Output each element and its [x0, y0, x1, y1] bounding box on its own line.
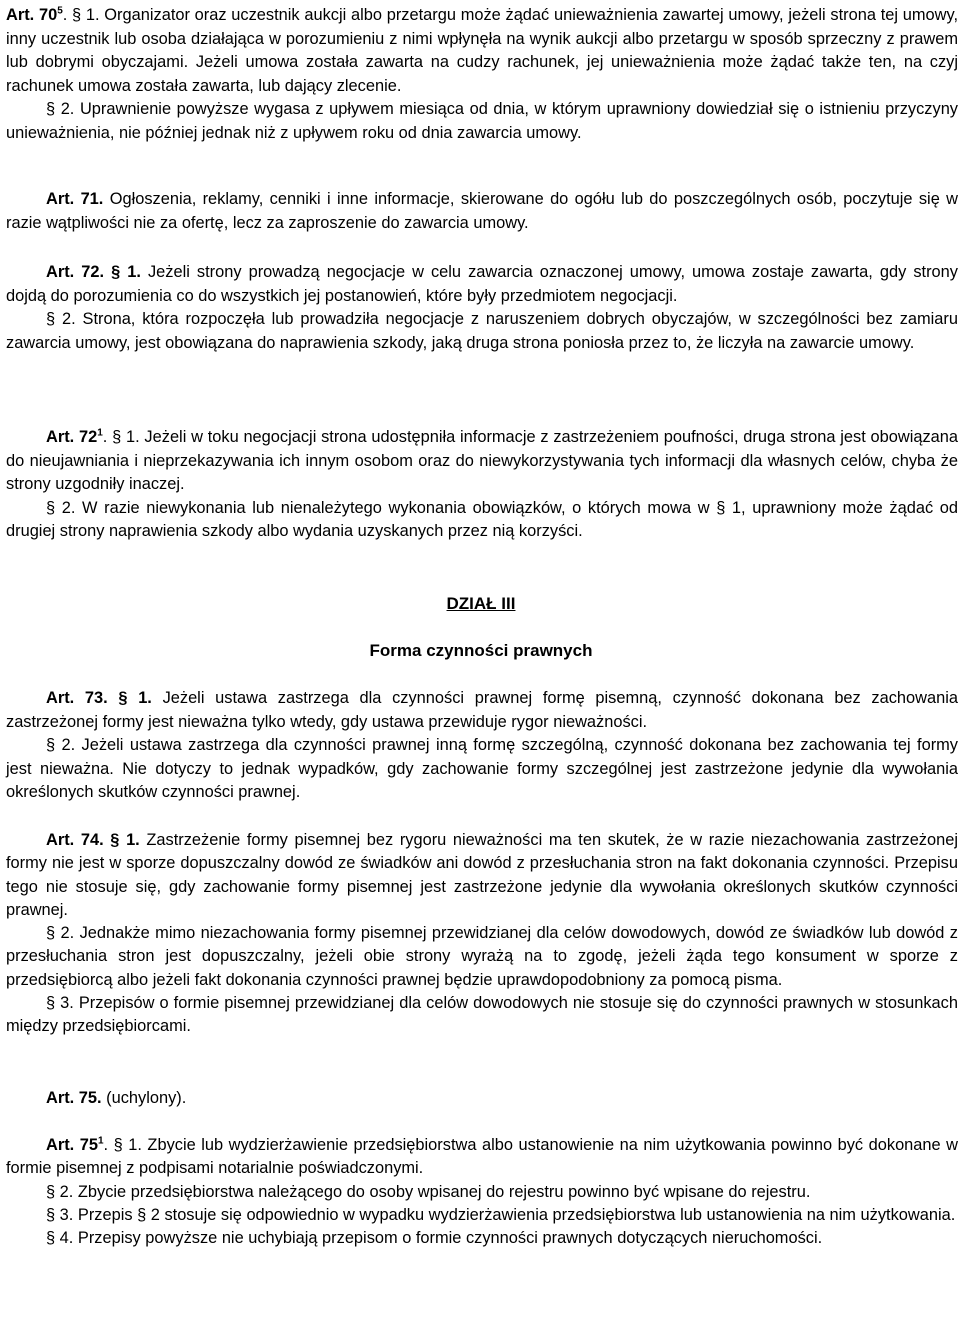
article-72-section-1: [6, 261, 958, 308]
article-72: [6, 261, 958, 355]
article-75-1-section-4: [6, 1227, 958, 1250]
section-number: . § 1.: [102, 428, 140, 446]
division-title: DZIAŁ III: [446, 594, 516, 613]
section-text: (uchylony).: [101, 1089, 187, 1107]
article-75: [6, 1087, 958, 1111]
section-text: Organizator oraz uczestnik aukcji albo przetargu może żądać unieważnienia zawartej umowy, jeżeli strona tej umowy, inny uczestnik lub osoba działająca w porozumieniu z nimi wpłynęła na wynik aukcji albo przetargu w sposób sprzeczny z prawem lub dobrymi obyczajami. Jeżeli umowa została zawarta na cudzy rachunek, jej unieważnienia może żądać także ten, na czyj rachunek umowa została zawarta, lub dający zlecenie.: [6, 6, 959, 95]
article-74-section-2: [6, 922, 958, 992]
section-text: Jeżeli strony prowadzą negocjacje w celu zawarcia oznaczonej umowy, umowa zostaje zawarta, gdy strony dojdą do porozumienia co do wszystkich jej postanowień, które były przedmiotem negocjacji.: [6, 263, 958, 305]
article-label: Art. 75.: [46, 1089, 102, 1107]
section-text: Uprawnienie powyższe wygasa z upływem miesiąca od dnia, w którym uprawniony dowiedział się o istnieniu przyczyny unieważnienia, nie później jednak niż z upływem roku od dnia zawarcia umowy.: [6, 100, 959, 142]
article-73-section-2: [6, 734, 958, 805]
section-number: § 2.: [46, 100, 75, 119]
article-label: [46, 1136, 104, 1154]
section-text: Jeżeli ustawa zastrzega dla czynności prawnej formę pisemną, czynność dokonana bez zachowania zastrzeżonej formy jest nieważna tylko wtedy, gdy ustawa przewiduje rygor nieważności.: [6, 689, 958, 731]
section-text: Jednakże mimo niezachowania formy pisemnej przewidzianej dla celów dowodowych, dowód ze świadków lub dowód z przesłuchania stron jest dopuszczalny, jeżeli obie strony wyrażą na to zgodę, jeżeli żąda tego konsument w sporze z przedsiębiorcą albo jeżeli fakt dokonania czynności prawnej będzie uprawdopodobniony za pomocą pisma.: [6, 924, 959, 989]
section-text: Strona, która rozpoczęła lub prowadziła negocjacje z naruszeniem dobrych obyczajów, w szczególności bez zamiaru zawarcia umowy, jest obowiązana do naprawienia szkody, jaką druga strona poniosła przez to, że liczyła na zawarcie umowy.: [6, 310, 958, 352]
article-75-1: [6, 1134, 958, 1250]
section-number: . § 1.: [62, 6, 100, 24]
article-75-1-section-1: [6, 1134, 958, 1181]
article-72-1-section-2: [6, 497, 958, 544]
article-72-1: [6, 426, 958, 544]
article-72-1-section-1: [6, 426, 958, 497]
section-text: Przepisy powyższe nie uchybiają przepisom o formie czynności prawnych dotyczących nieruchomości.: [73, 1229, 823, 1248]
section-text: Zastrzeżenie formy pisemnej bez rygoru nieważności ma ten skutek, że w razie niezachowania zastrzeżonej formy nie jest w sporze dopuszczalny dowód ze świadków ani dowód z przesłuchania stron na fakt dokonania czynności. Przepisu tego nie stosuje się, gdy zachowanie formy pisemnej jest zastrzeżone jedynie dla wywołania określonych skutków czynności prawnej.: [6, 831, 958, 919]
article-74-section-1: [6, 829, 958, 922]
article-superscript: 1: [97, 1135, 104, 1147]
article-75-1-section-3: [6, 1204, 958, 1227]
article-70-5: [6, 4, 958, 146]
section-text: Zbycie przedsiębiorstwa należącego do osoby wpisanej do rejestru powinno być wpisane do rejestru.: [73, 1182, 811, 1201]
article-number: Art. 75: [46, 1136, 98, 1154]
article-73-section-1: [6, 687, 958, 734]
section-text: Jeżeli ustawa zastrzega dla czynności prawnej inną formę szczególną, czynność dokonana bez zachowania tej formy jest nieważna. Nie dotyczy to jednak wypadków, gdy zachowanie formy szczególnej jest zastrzeżone jedynie dla wywołania określonych skutków czynności prawnej.: [6, 736, 958, 802]
article-number: Art. 70: [6, 6, 58, 24]
section-text: Zbycie lub wydzierżawienie przedsiębiorstwa albo ustanowienie na nim użytkowania powinno być dokonane w formie pisemnej z podpisami notarialnie poświadczonymi.: [6, 1136, 958, 1178]
section-number: § 3.: [46, 994, 74, 1013]
section-text: W razie niewykonania lub nienależytego wykonania obowiązków, o których mowa w § 1, uprawniony może żądać od drugiej strony naprawienia szkody albo wydania uzyskanych przez nią korzyści.: [6, 498, 958, 541]
article-label: Art. 71.: [46, 190, 104, 208]
article-label: [46, 428, 103, 446]
article-73: [6, 687, 958, 805]
article-label: Art. 72. § 1.: [46, 263, 141, 281]
article-70-5-section-1: [6, 4, 958, 98]
section-number: § 2.: [46, 498, 76, 517]
section-number: . § 1.: [103, 1136, 142, 1154]
article-74-section-3: [6, 992, 958, 1039]
article-75-1-section-2: [6, 1181, 958, 1204]
division-subtitle: Forma czynności prawnych: [369, 641, 593, 660]
section-text: Przepis § 2 stosuje się odpowiednio w wypadku wydzierżawienia przedsiębiorstwa lub ustanowienia na nim użytkowania.: [73, 1205, 956, 1224]
article-71-text: [6, 188, 958, 235]
section-number: § 2.: [46, 1182, 74, 1201]
section-text: Przepisów o formie pisemnej przewidzianej dla celów dowodowych nie stosuje się do czynności prawnych w stosunkach między przedsiębiorcami.: [6, 994, 958, 1036]
article-75-text: [6, 1087, 958, 1111]
section-number: § 4.: [46, 1229, 74, 1248]
article-number: Art. 72: [46, 428, 98, 446]
article-label: [6, 6, 63, 24]
section-number: § 3.: [46, 1205, 74, 1224]
article-label: Art. 73. § 1.: [46, 689, 152, 707]
section-text: Jeżeli w toku negocjacji strona udostępniła informacje z zastrzeżeniem poufności, druga strona jest obowiązana do nieujawniania i nieprzekazywania ich innym osobom oraz do niewykorzystywania tych informacji dla własnych celów, chyba że strony uzgodniły inaczej.: [6, 428, 959, 494]
article-72-section-2: [6, 308, 958, 355]
article-superscript: 5: [57, 5, 63, 17]
section-number: § 2.: [46, 736, 76, 755]
article-70-5-section-2: [6, 98, 958, 145]
section-text: Ogłoszenia, reklamy, cenniki i inne informacje, skierowane do ogółu lub do poszczególnych osób, poczytuje się w razie wątpliwości nie za ofertę, lecz za zaproszenie do zawarcia umowy.: [6, 190, 958, 232]
article-label: Art. 74. § 1.: [46, 831, 140, 849]
article-superscript: 1: [97, 427, 103, 439]
article-74: [6, 829, 958, 1039]
section-number: § 2.: [46, 310, 76, 329]
section-number: § 2.: [46, 924, 75, 943]
article-71: [6, 188, 958, 235]
